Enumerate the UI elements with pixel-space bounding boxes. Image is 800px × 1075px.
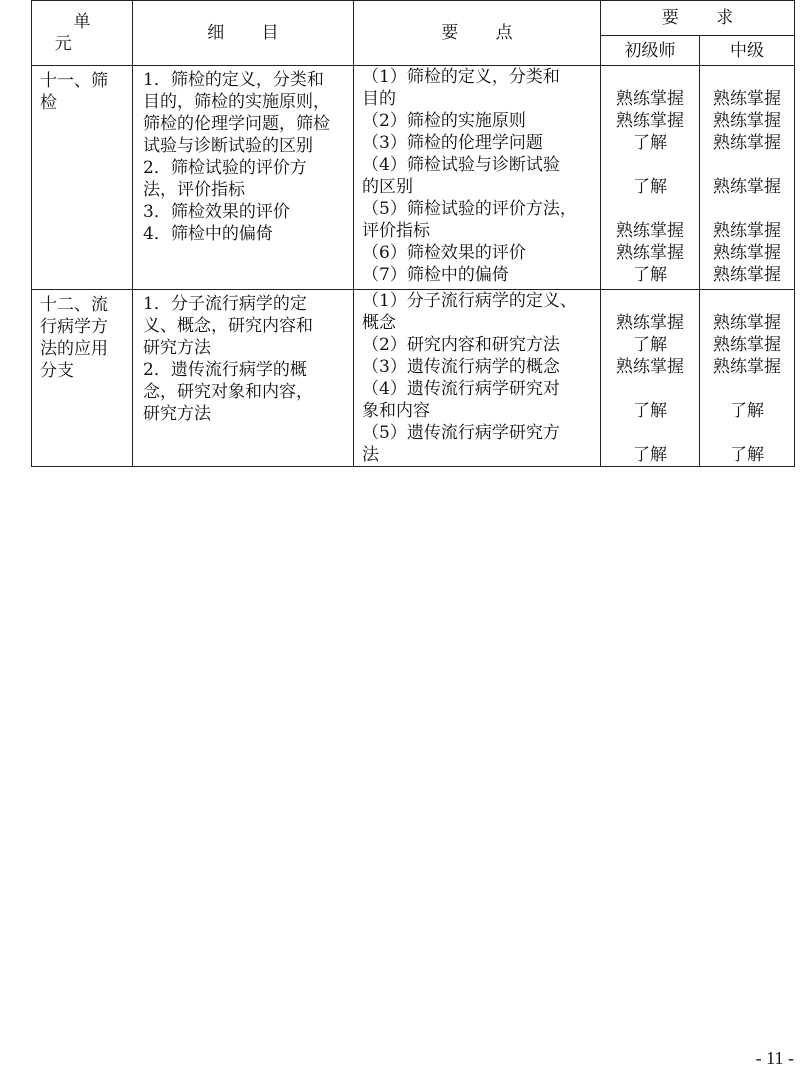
detail-line: 1．分子流行病学的定 (143, 294, 307, 314)
unit-line: 分支 (40, 361, 74, 381)
level-line (601, 66, 699, 88)
point-line: 的区别 (362, 177, 413, 197)
detail-line: 2．遗传流行病学的概 (143, 360, 307, 380)
level-line: 熟练掌握 (616, 111, 684, 131)
level-line: 熟练掌握 (713, 133, 781, 153)
point-line: （6）筛检效果的评价 (362, 243, 526, 263)
detail-line: 义、概念，研究内容和 (143, 316, 313, 336)
detail-line: 试验与诊断试验的区别 (143, 136, 313, 156)
level-line (700, 154, 794, 176)
point-line: 法 (362, 445, 379, 465)
detail-line: 念，研究对象和内容， (143, 382, 313, 402)
point-line: 概念 (362, 313, 396, 333)
detail-line: 2．筛检试验的评价方 (143, 158, 307, 178)
detail-line: 筛检的伦理学问题，筛检 (143, 114, 330, 134)
point-line: （4）遗传流行病学研究对 (362, 379, 560, 399)
level-line: 熟练掌握 (616, 221, 684, 241)
detail-line: 法，评价指标 (143, 180, 245, 200)
level-line: 了解 (633, 133, 667, 153)
level-line: 了解 (633, 401, 667, 421)
points-cell (354, 66, 601, 290)
level-line: 熟练掌握 (616, 357, 684, 377)
detail-line: 1．筛检的定义，分类和 (143, 70, 324, 90)
point-line: 象和内容 (362, 401, 430, 421)
level-line: 熟练掌握 (616, 243, 684, 263)
level-line: 了解 (633, 445, 667, 465)
level-line: 熟练掌握 (713, 111, 781, 131)
unit-line: 十一、筛 (40, 71, 108, 91)
point-line: （3）遗传流行病学的概念 (362, 357, 560, 377)
point-line: （1）筛检的定义，分类和 (362, 67, 560, 87)
level-line: 了解 (633, 265, 667, 285)
unit-line: 行病学方 (40, 317, 108, 337)
point-line: （1）分子流行病学的定义、 (362, 291, 577, 311)
level-line: 了解 (633, 335, 667, 355)
point-line: （2）筛检的实施原则 (362, 111, 526, 131)
point-line: （5）筛检试验的评价方法， (362, 199, 577, 219)
level-line: 熟练掌握 (713, 335, 781, 355)
level-line: 熟练掌握 (713, 177, 781, 197)
header-junior: 初级师 (601, 36, 700, 66)
junior-level-cell (601, 290, 700, 467)
level-line (601, 378, 699, 400)
level-line: 熟练掌握 (713, 221, 781, 241)
level-line: 了解 (730, 445, 764, 465)
table-row (32, 290, 795, 467)
level-line: 熟练掌握 (713, 243, 781, 263)
unit-line: 检 (40, 93, 57, 113)
point-line: （3）筛检的伦理学问题 (362, 133, 543, 153)
unit-cell (32, 66, 133, 290)
detail-line: 研究方法 (143, 404, 211, 424)
point-line: （2）研究内容和研究方法 (362, 335, 560, 355)
detail-line: 目的，筛检的实施原则， (143, 92, 330, 112)
table-row (32, 66, 795, 290)
level-line: 熟练掌握 (616, 89, 684, 109)
level-line (601, 422, 699, 444)
level-line: 熟练掌握 (713, 357, 781, 377)
detail-line: 研究方法 (143, 338, 211, 358)
detail-cell (133, 66, 354, 290)
level-line (700, 422, 794, 444)
level-line (700, 290, 794, 312)
detail-line: 4．筛检中的偏倚 (143, 224, 273, 244)
level-line: 了解 (730, 401, 764, 421)
detail-cell (133, 290, 354, 467)
level-line: 熟练掌握 (713, 265, 781, 285)
page-number: - 11 - (755, 1048, 794, 1068)
header-requirement: 要求 (601, 1, 795, 36)
unit-cell (32, 290, 133, 467)
header-points: 要点 (354, 1, 601, 66)
level-line (700, 66, 794, 88)
point-line: 目的 (362, 89, 396, 109)
level-line: 熟练掌握 (713, 313, 781, 333)
header-unit: 单元 (32, 1, 133, 66)
level-line (601, 290, 699, 312)
level-line (601, 198, 699, 220)
middle-level-cell (700, 290, 795, 467)
unit-line: 十二、流 (40, 295, 108, 315)
level-line: 了解 (633, 177, 667, 197)
middle-level-cell (700, 66, 795, 290)
detail-line: 3．筛检效果的评价 (143, 202, 290, 222)
point-line: （4）筛检试验与诊断试验 (362, 155, 560, 175)
syllabus-table (31, 0, 795, 467)
level-line (700, 378, 794, 400)
point-line: （7）筛检中的偏倚 (362, 265, 509, 285)
level-line (700, 198, 794, 220)
level-line: 熟练掌握 (616, 313, 684, 333)
unit-line: 法的应用 (40, 339, 108, 359)
level-line: 熟练掌握 (713, 89, 781, 109)
level-line (601, 154, 699, 176)
header-detail: 细目 (133, 1, 354, 66)
header-middle: 中级 (700, 36, 795, 66)
points-cell (354, 290, 601, 467)
point-line: 评价指标 (362, 221, 430, 241)
point-line: （5）遗传流行病学研究方 (362, 423, 560, 443)
junior-level-cell (601, 66, 700, 290)
